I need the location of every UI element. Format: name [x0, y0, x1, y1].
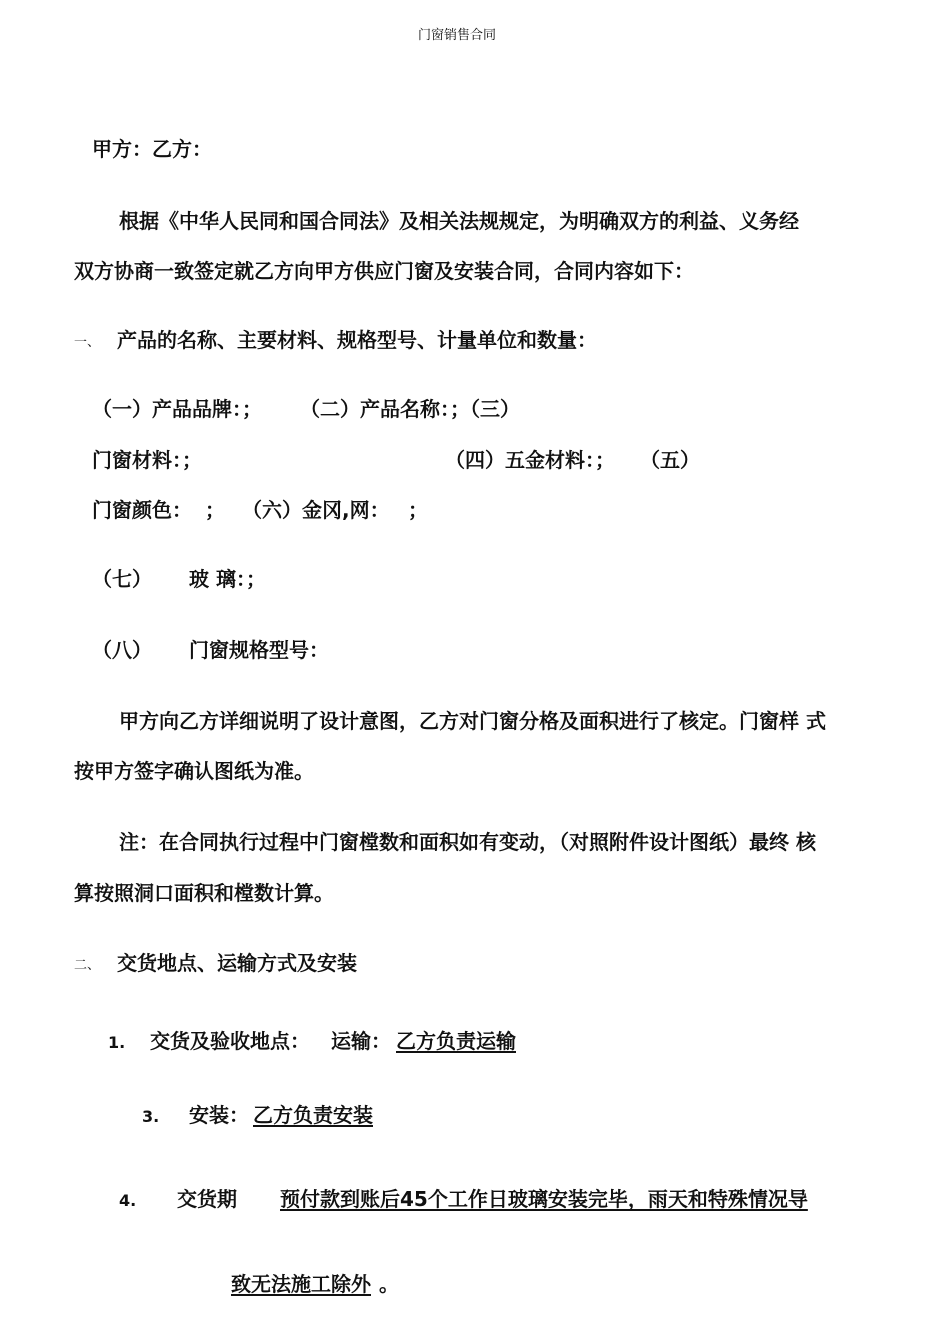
intro-line-1: 根据《中华人民同和国合同法》及相关法规规定，为明确双方的利益、义务经 [119, 209, 799, 233]
product-brand: （一）产品品牌：； [92, 397, 262, 421]
installation-label: 安装： [189, 1103, 249, 1127]
section-1-number: 一、 [74, 335, 101, 350]
product-name: （二）产品名称：；（三） [300, 397, 520, 421]
item-4-number: 4. [119, 1191, 137, 1210]
window-color-value: ； [205, 498, 225, 522]
note-line-1: 注：在合同执行过程中门窗樘数和面积如有变动，（对照附件设计图纸）最终 核 [119, 830, 816, 854]
item-5-label: （五） [640, 448, 700, 472]
installation-value: 乙方负责安装 [253, 1103, 373, 1127]
section-1-title: 产品的名称、主要材料、规格型号、计量单位和数量： [117, 328, 597, 352]
section-2-number: 二、 [74, 958, 101, 973]
item-7-label: （七） [92, 567, 152, 591]
delivery-period-end-mark: 。 [379, 1272, 399, 1296]
page-header-title: 门窗销售合同 [418, 28, 497, 43]
transport-value: 乙方负责运输 [396, 1029, 516, 1053]
glass: 玻 璃：； [189, 567, 266, 591]
window-spec-model: 门窗规格型号： [189, 638, 329, 662]
delivery-period-value: 预付款到账后45个工作日玻璃安装完毕，雨天和特殊情况导 [280, 1187, 808, 1211]
window-color: 门窗颜色： [92, 498, 192, 522]
window-material: 门窗材料：； [92, 448, 202, 472]
section-2-title: 交货地点、运输方式及安装 [117, 951, 357, 975]
delivery-location: 交货及验收地点： [150, 1029, 310, 1053]
item-3-number: 3. [142, 1107, 160, 1126]
screen-mesh-value: ； [408, 498, 428, 522]
delivery-period-label: 交货期 [177, 1187, 237, 1211]
item-1-number: 1. [108, 1033, 126, 1052]
hardware-material: （四）五金材料：； [445, 448, 615, 472]
design-para-line-1: 甲方向乙方详细说明了设计意图，乙方对门窗分格及面积进行了核定。门窗样 式 [119, 709, 826, 733]
screen-mesh: （六）金冈,网： [242, 498, 390, 522]
parties-line: 甲方：乙方： [92, 137, 212, 161]
intro-line-2: 双方协商一致签定就乙方向甲方供应门窗及安装合同，合同内容如下： [74, 259, 694, 283]
note-line-2: 算按照洞口面积和樘数计算。 [74, 881, 334, 905]
item-8-label: （八） [92, 638, 152, 662]
transport-label: 运输： [331, 1029, 391, 1053]
design-para-line-2: 按甲方签字确认图纸为准。 [74, 759, 314, 783]
delivery-period-exception: 致无法施工除外 [231, 1272, 371, 1296]
